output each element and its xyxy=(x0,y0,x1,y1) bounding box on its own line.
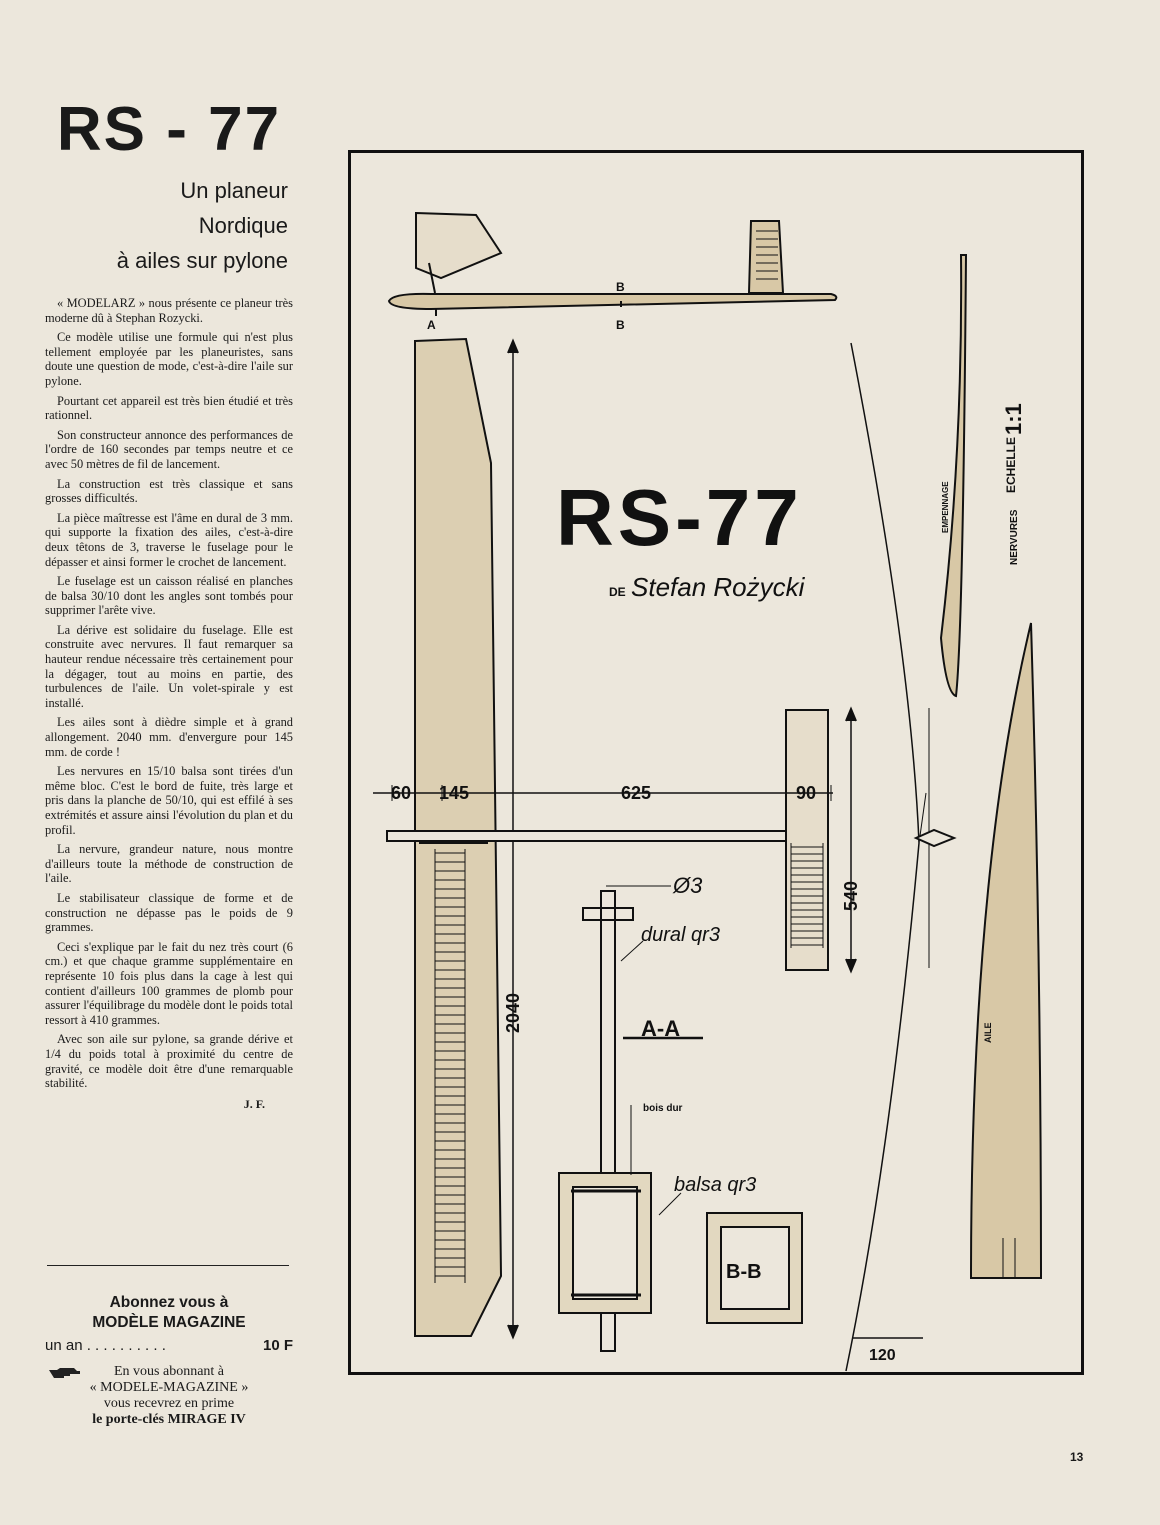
label-aile: AILE xyxy=(983,1022,993,1043)
paragraph: Les nervures en 15/10 balsa sont tirées d'un même bloc. C'est le bord de fuite, très large et pris dans la planche de 50/10, qui est effilé à ses extrémités et assure ainsi l'évolution du plan et du profil. xyxy=(45,764,293,837)
paragraph: La construction est très classique et sans grosses difficultés. xyxy=(45,476,293,506)
paragraph: Avec son aile sur pylone, sa grande dérive et 1/4 du poids total à proximité du centre de gravité, ce modèle doit être d'une remarquable stabilité. xyxy=(45,1032,293,1091)
label-aa: A-A xyxy=(641,1016,681,1041)
dim-span: 2040 xyxy=(503,992,523,1033)
plan-author: Stefan Rożycki xyxy=(631,572,805,602)
label-dowel: Ø3 xyxy=(673,873,703,898)
label-bois: bois dur xyxy=(643,1103,683,1114)
plan-drawing xyxy=(351,153,1081,1372)
label-empennage: EMPENNAGE xyxy=(941,481,950,533)
label-nervures: NERVURES xyxy=(1009,509,1020,565)
dim-120: 120 xyxy=(869,1347,896,1364)
dim-stab-span: 540 xyxy=(841,880,861,911)
label-echelle: ECHELLE xyxy=(1004,436,1018,493)
section-a: A xyxy=(427,318,436,332)
page-number: 13 xyxy=(1070,1450,1084,1464)
divider xyxy=(47,1265,289,1266)
subscription-note: En vous abonnant à « MODELE-MAGAZINE » vous recevrez en prime le porte-clés MIRAGE IV xyxy=(45,1364,293,1428)
paragraph: La pièce maîtresse est l'âme en dural de 3 mm. qui supporte la fixation des ailes, c'est-à-dire deux têtons de 3, traverse le fuselage pour le dépasser et ainsi former le crochet de lancement. xyxy=(45,510,293,569)
dim-chord: 145 xyxy=(439,783,470,803)
article-column xyxy=(45,95,293,1112)
plan-title: RS-77 xyxy=(556,473,803,562)
dim-stab-chord: 90 xyxy=(796,783,817,803)
dim-tail-moment: 625 xyxy=(621,783,652,803)
paragraph: Pourtant cet appareil est très bien étudié et très rationnel. xyxy=(45,393,293,423)
article-title: RS - 77 xyxy=(56,95,282,164)
article-subtitle: Un planeur Nordique à ailes sur pylone xyxy=(116,178,288,273)
paragraph: « MODELARZ » nous présente ce planeur très moderne dû à Stephan Rozycki. xyxy=(45,296,293,325)
paragraph: La dérive est solidaire du fuselage. Elle est construite avec nervures. Il faut remarquer sa hauteur rendue nécessaire très certainement pour la dégager, tout au moins en partie, des turbulences de l'aile. Un volet-spirale y est installé. xyxy=(45,622,293,710)
paragraph: La nervure, grandeur nature, nous montre d'ailleurs toute la méthode de construction de l'aile. xyxy=(45,842,293,886)
paragraph: Le fuselage est un caisson réalisé en planches de balsa 30/10 dont les angles sont tombés pour supprimer l'arête vive. xyxy=(45,574,293,618)
subscription-price: un an . . . . . . . . . . 10 F xyxy=(45,1337,293,1354)
paragraph: Ceci s'explique par le fait du nez très court (6 cm.) et que chaque gramme supplémentaire en représente 10 fois plus dans la cage à lest qui contient d'ailleurs 100 grammes de plomb pour assurer l'équilibrage du modèle dont le poids total ressort à 410 grammes. xyxy=(45,939,293,1027)
label-scale: 1:1 xyxy=(1001,403,1026,435)
section-b-top: B xyxy=(616,280,625,294)
article-body xyxy=(45,296,293,1091)
signature: J. F. xyxy=(243,1096,265,1111)
plan-by: DE xyxy=(609,585,626,599)
label-balsa: balsa qr3 xyxy=(674,1174,757,1196)
section-b-bottom: B xyxy=(616,318,625,332)
paragraph: Le stabilisateur classique de forme et de construction ne dépasse pas le poids de 9 grammes. xyxy=(45,890,293,935)
label-bb: B-B xyxy=(726,1261,762,1283)
pointing-hand-icon xyxy=(47,1366,81,1380)
label-dural: dural qr3 xyxy=(641,924,720,946)
model-plan xyxy=(348,150,1084,1375)
paragraph: Les ailes sont à dièdre simple et à grand allongement. 2040 mm. d'envergure pour 145 mm. de corde ! xyxy=(45,715,293,759)
dim-nose: 60 xyxy=(391,783,412,803)
paragraph: Son constructeur annonce des performances de l'ordre de 160 secondes par temps neutre et ce avec 50 mètres de fil de lancement. xyxy=(45,427,293,471)
paragraph: Ce modèle utilise une formule qui n'est plus tellement employée par les planeuristes, sans doute une question de mode, c'est-à-dire l'aile sur pylone. xyxy=(45,330,293,388)
subscription-box: Abonnez vous à MODÈLE MAGAZINE un an . . . . . . . . . . 10 F En vous abonnant à « MODELE-MAGAZINE » vous recevrez en prime le porte-clés MIRAGE IV xyxy=(45,1294,293,1427)
